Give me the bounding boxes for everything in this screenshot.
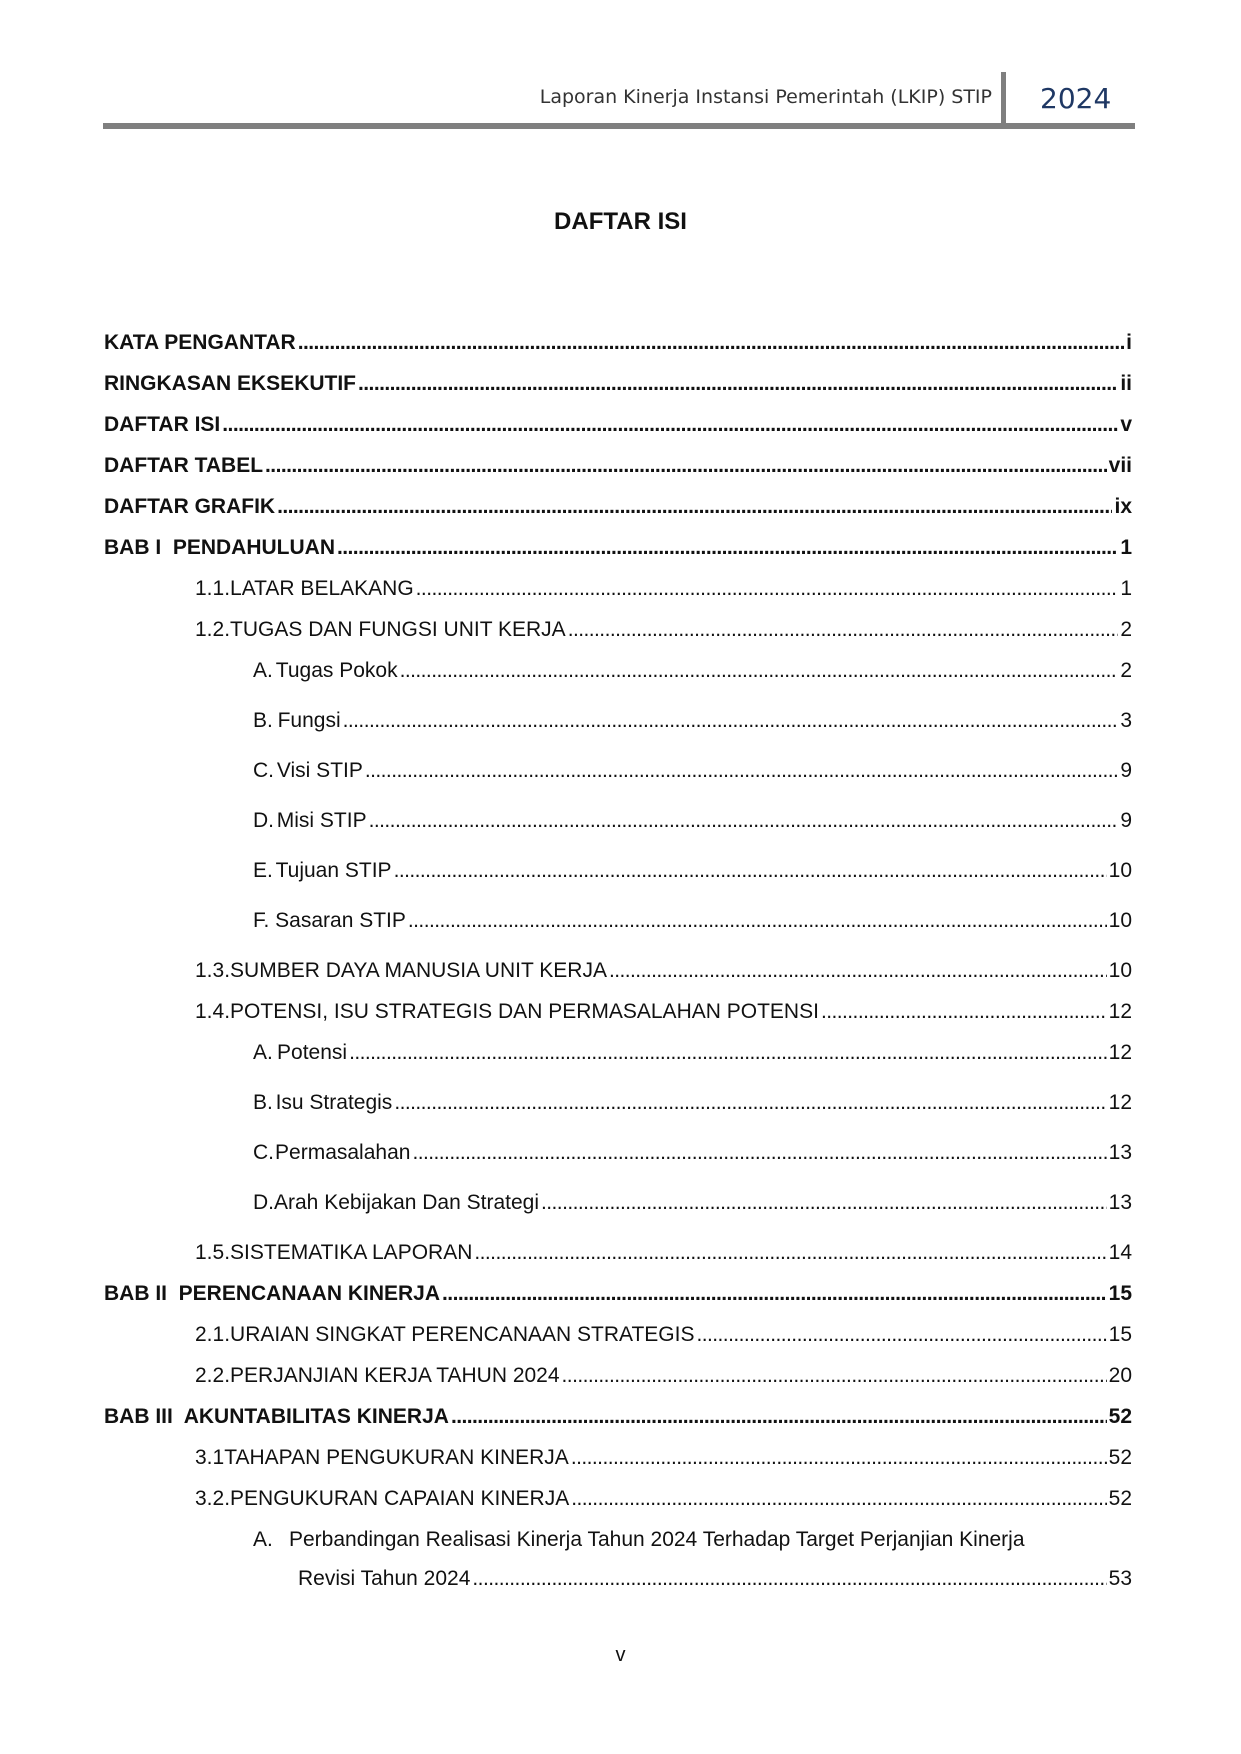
toc-page-number: 12: [1108, 1041, 1132, 1064]
toc-entry-1-2-a[interactable]: [253, 657, 1132, 685]
dot-leader: [298, 329, 1124, 357]
toc-entry-3-2-a-line2[interactable]: [298, 1565, 1132, 1593]
toc-entry-text: Isu Strategis: [275, 1091, 393, 1114]
toc-page-number: v: [1120, 413, 1132, 436]
toc-entry-1-1[interactable]: [195, 575, 1132, 603]
toc-entry-1-3[interactable]: [195, 957, 1132, 985]
dot-leader: [343, 707, 1119, 735]
toc-entry-1-2[interactable]: [195, 616, 1132, 644]
toc-page-number: 20: [1108, 1364, 1132, 1387]
toc-entry-text: POTENSI, ISU STRATEGIS DAN PERMASALAHAN POTENSI: [230, 1000, 819, 1023]
running-header-title: Laporan Kinerja Instansi Pemerintah (LKIP) STIP: [539, 86, 992, 108]
toc-entry-text: Tujuan STIP: [275, 859, 392, 882]
footer-page-number: v: [615, 1644, 626, 1666]
toc-page-number: 10: [1108, 859, 1132, 882]
toc-entry-number: E.: [253, 859, 273, 882]
toc-page-number: ix: [1114, 495, 1132, 518]
toc-page-number: 12: [1108, 1091, 1132, 1114]
toc-entry-text: TUGAS DAN FUNGSI UNIT KERJA: [230, 618, 566, 641]
toc-entry-daftar-isi[interactable]: [104, 411, 1132, 439]
dot-leader: [568, 616, 1119, 644]
dot-leader: [821, 998, 1107, 1026]
toc-entry-2-2[interactable]: [195, 1362, 1132, 1390]
dot-leader: [571, 1444, 1107, 1472]
toc-page-number: 1: [1120, 577, 1132, 600]
toc-entry-daftar-tabel[interactable]: [104, 452, 1132, 480]
toc-entry-3-2-a-line1[interactable]: [253, 1526, 1025, 1554]
toc-entry-text: BAB II PERENCANAAN KINERJA: [104, 1282, 441, 1305]
toc-entry-text: PENGUKURAN CAPAIAN KINERJA: [230, 1487, 570, 1510]
dot-leader: [408, 907, 1107, 935]
toc-page-number: 9: [1120, 759, 1132, 782]
toc-entry-text: TAHAPAN PENGUKURAN KINERJA: [224, 1446, 569, 1469]
toc-entry-number: A.: [253, 659, 273, 682]
toc-page-number: 15: [1108, 1323, 1132, 1346]
toc-entry-bab-2[interactable]: [104, 1280, 1132, 1308]
dot-leader: [609, 957, 1107, 985]
toc-page-number: 52: [1108, 1446, 1132, 1469]
toc-page-number: 10: [1108, 959, 1132, 982]
dot-leader: [412, 1139, 1106, 1167]
toc-entry-number: A.: [253, 1528, 273, 1551]
toc-page-number: 13: [1108, 1141, 1132, 1164]
header-divider: [1001, 72, 1006, 126]
toc-entry-text: Revisi Tahun 2024: [298, 1567, 471, 1590]
toc-entry-text: PERJANJIAN KERJA TAHUN 2024: [230, 1364, 560, 1387]
toc-entry-bab-1[interactable]: [104, 534, 1132, 562]
toc-entry-1-2-f[interactable]: [253, 907, 1132, 935]
toc-entry-number: 3.1: [195, 1446, 225, 1469]
toc-page-number: i: [1126, 331, 1132, 354]
toc-entry-text: Arah Kebijakan Dan Strategi: [274, 1191, 539, 1214]
toc-page-number: 2: [1120, 659, 1132, 682]
toc-entry-text: BAB III AKUNTABILITAS KINERJA: [104, 1405, 449, 1428]
toc-entry-text: RINGKASAN EKSEKUTIF: [104, 372, 357, 395]
toc-entry-text: LATAR BELAKANG: [230, 577, 414, 600]
toc-entry-number: D.: [253, 1191, 274, 1214]
header-rule: [103, 123, 1135, 129]
toc-entry-number: 1.1.: [195, 577, 231, 600]
toc-entry-text: Perbandingan Realisasi Kinerja Tahun 2024 Terhadap Target Perjanjian Kinerja: [289, 1528, 1025, 1551]
toc-entry-text: KATA PENGANTAR: [104, 331, 296, 354]
toc-entry-1-2-b[interactable]: [253, 707, 1132, 735]
dot-leader: [369, 807, 1119, 835]
toc-entry-number: 1.4.: [195, 1000, 231, 1023]
toc-entry-number: C.: [253, 1141, 274, 1164]
toc-entry-1-2-d[interactable]: [253, 807, 1132, 835]
toc-entry-text: Potensi: [277, 1041, 348, 1064]
dot-leader: [358, 370, 1118, 398]
toc-entry-number: 2.1.: [195, 1323, 231, 1346]
toc-entry-ringkasan-eksekutif[interactable]: [104, 370, 1132, 398]
toc-page-number: 14: [1108, 1241, 1132, 1264]
dot-leader: [571, 1485, 1106, 1513]
toc-entry-1-2-e[interactable]: [253, 857, 1132, 885]
toc-entry-text: Visi STIP: [276, 759, 363, 782]
dot-leader: [562, 1362, 1107, 1390]
page-title: DAFTAR ISI: [554, 208, 687, 235]
dot-leader: [541, 1189, 1107, 1217]
toc-entry-number: 1.2.: [195, 618, 231, 641]
dot-leader: [265, 452, 1107, 480]
toc-entry-text: URAIAN SINGKAT PERENCANAAN STRATEGIS: [230, 1323, 695, 1346]
toc-entry-text: Fungsi: [277, 709, 341, 732]
dot-leader: [474, 1239, 1106, 1267]
toc-entry-1-4-a[interactable]: [253, 1039, 1132, 1067]
toc-entry-number: B.: [253, 709, 273, 732]
toc-entry-bab-3[interactable]: [104, 1403, 1132, 1431]
toc-page-number: 53: [1108, 1567, 1132, 1590]
toc-page-number: 13: [1108, 1191, 1132, 1214]
toc-entry-1-4[interactable]: [195, 998, 1132, 1026]
toc-entry-2-1[interactable]: [195, 1321, 1132, 1349]
dot-leader: [696, 1321, 1106, 1349]
toc-entry-text: Permasalahan: [275, 1141, 411, 1164]
toc-page-number: 10: [1108, 909, 1132, 932]
dot-leader: [394, 1089, 1106, 1117]
toc-page-number: 9: [1120, 809, 1132, 832]
toc-entry-text: Sasaran STIP: [275, 909, 406, 932]
toc-entry-number: 2.2.: [195, 1364, 231, 1387]
toc-page-number: 1: [1120, 536, 1132, 559]
toc-entry-number: C.: [253, 759, 274, 782]
toc-entry-1-4-c[interactable]: [253, 1139, 1132, 1167]
dot-leader: [349, 1039, 1107, 1067]
dot-leader: [222, 411, 1118, 439]
toc-entry-text: SISTEMATIKA LAPORAN: [230, 1241, 473, 1264]
dot-leader: [472, 1565, 1106, 1593]
toc-page-number: vii: [1108, 454, 1132, 477]
dot-leader: [400, 657, 1119, 685]
toc-page-number: 2: [1120, 618, 1132, 641]
toc-entry-3-1[interactable]: [195, 1444, 1132, 1472]
dot-leader: [394, 857, 1107, 885]
toc-entry-text: Tugas Pokok: [275, 659, 398, 682]
toc-entry-text: DAFTAR TABEL: [104, 454, 264, 477]
dot-leader: [416, 575, 1119, 603]
toc-page-number: 52: [1108, 1487, 1132, 1510]
toc-entry-number: 3.2.: [195, 1487, 231, 1510]
toc-entry-text: DAFTAR GRAFIK: [104, 495, 276, 518]
toc-entry-1-4-d[interactable]: [253, 1189, 1132, 1217]
toc-entry-number: F.: [253, 909, 270, 932]
dot-leader: [365, 757, 1118, 785]
toc-page-number: ii: [1120, 372, 1132, 395]
toc-entry-number: D.: [253, 809, 274, 832]
toc-page-number: 15: [1108, 1282, 1132, 1305]
toc-entry-text: BAB I PENDAHULUAN: [104, 536, 335, 559]
toc-entry-1-5[interactable]: [195, 1239, 1132, 1267]
toc-entry-1-4-b[interactable]: [253, 1089, 1132, 1117]
toc-entry-text: SUMBER DAYA MANUSIA UNIT KERJA: [230, 959, 607, 982]
toc-entry-1-2-c[interactable]: [253, 757, 1132, 785]
toc-page-number: 12: [1108, 1000, 1132, 1023]
running-header-year: 2024: [1040, 82, 1112, 115]
dot-leader: [277, 493, 1112, 521]
toc-entry-text: DAFTAR ISI: [104, 413, 221, 436]
dot-leader: [337, 534, 1118, 562]
toc-entry-daftar-grafik[interactable]: [104, 493, 1132, 521]
dot-leader: [442, 1280, 1107, 1308]
toc-entry-number: A.: [253, 1041, 273, 1064]
toc-entry-number: 1.3.: [195, 959, 231, 982]
toc-page-number: 3: [1120, 709, 1132, 732]
toc-entry-number: B.: [253, 1091, 273, 1114]
toc-entry-3-2[interactable]: [195, 1485, 1132, 1513]
toc-entry-kata-pengantar[interactable]: [104, 329, 1132, 357]
toc-page-number: 52: [1108, 1405, 1132, 1428]
toc-entry-number: 1.5.: [195, 1241, 231, 1264]
toc-entry-text: Misi STIP: [276, 809, 367, 832]
dot-leader: [451, 1403, 1107, 1431]
